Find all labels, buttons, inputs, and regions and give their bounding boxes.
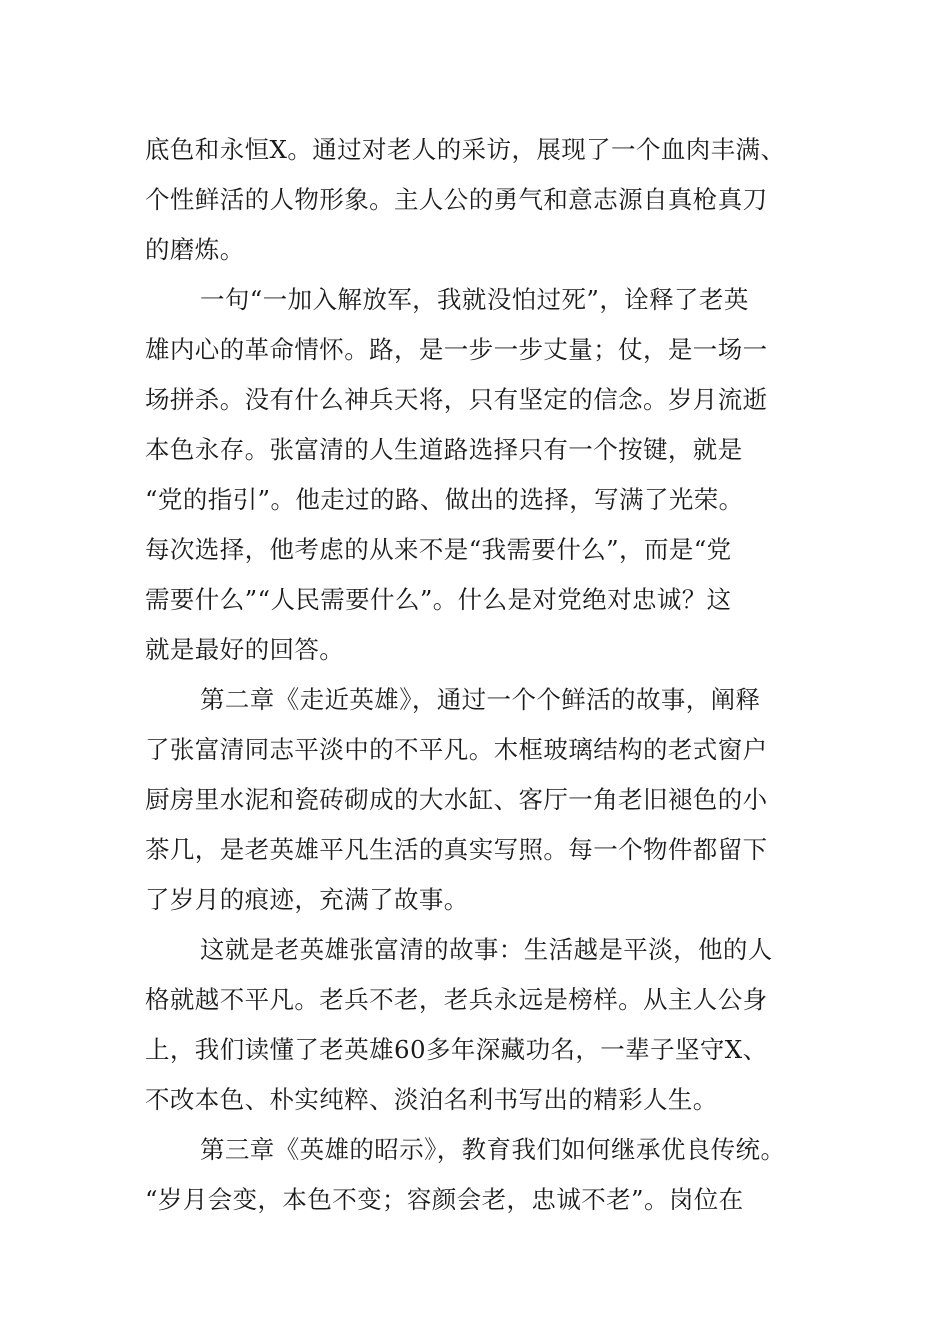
- text-line: 格就越不平凡。老兵不老，老兵永远是榜样。从主人公身: [145, 985, 768, 1014]
- text-line: 上，我们读懂了老英雄60多年深藏功名，一辈子坚守X、: [145, 1035, 768, 1064]
- text-line: 底色和永恒X。通过对老人的采访，展现了一个血肉丰满、: [145, 135, 786, 164]
- text-line: 场拼杀。没有什么神兵天将，只有坚定的信念。岁月流逝: [145, 385, 768, 414]
- paragraph-first-line: 第二章《走近英雄》，通过一个个鲜活的故事，阐释: [200, 685, 761, 714]
- text-line: 不改本色、朴实纯粹、淡泊名利书写出的精彩人生。: [145, 1085, 718, 1114]
- text-line: 厨房里水泥和瓷砖砌成的大水缸、客厅一角老旧褪色的小: [145, 785, 768, 814]
- text-line: 个性鲜活的人物形象。主人公的勇气和意志源自真枪真刀: [145, 185, 768, 214]
- text-line: 茶几，是老英雄平凡生活的真实写照。每一个物件都留下: [145, 835, 768, 864]
- text-line: “党的指引”。他走过的路、做出的选择，写满了光荣。: [145, 485, 744, 514]
- text-line: “岁月会变，本色不变；容颜会老，忠诚不老”。岗位在: [145, 1185, 744, 1214]
- text-line: 的磨炼。: [145, 235, 245, 264]
- paragraph-first-line: 这就是老英雄张富清的故事：生活越是平淡，他的人: [200, 935, 773, 964]
- text-line: 需要什么”“人民需要什么”。什么是对党绝对忠诚？这: [145, 585, 732, 614]
- paragraph-first-line: 一句“一加入解放军，我就没怕过死”，诠释了老英: [200, 285, 749, 314]
- text-line: 每次选择，他考虑的从来不是“我需要什么”，而是“党: [145, 535, 732, 564]
- paragraph-first-line: 第三章《英雄的昭示》，教育我们如何继承优良传统。: [200, 1135, 786, 1164]
- text-line: 雄内心的革命情怀。路，是一步一步丈量；仗，是一场一: [145, 335, 768, 364]
- text-line: 就是最好的回答。: [145, 635, 345, 664]
- text-line: 本色永存。张富清的人生道路选择只有一个按键，就是: [145, 435, 743, 464]
- text-line: 了张富清同志平淡中的不平凡。木框玻璃结构的老式窗户: [145, 735, 768, 764]
- text-line: 了岁月的痕迹，充满了故事。: [145, 885, 469, 914]
